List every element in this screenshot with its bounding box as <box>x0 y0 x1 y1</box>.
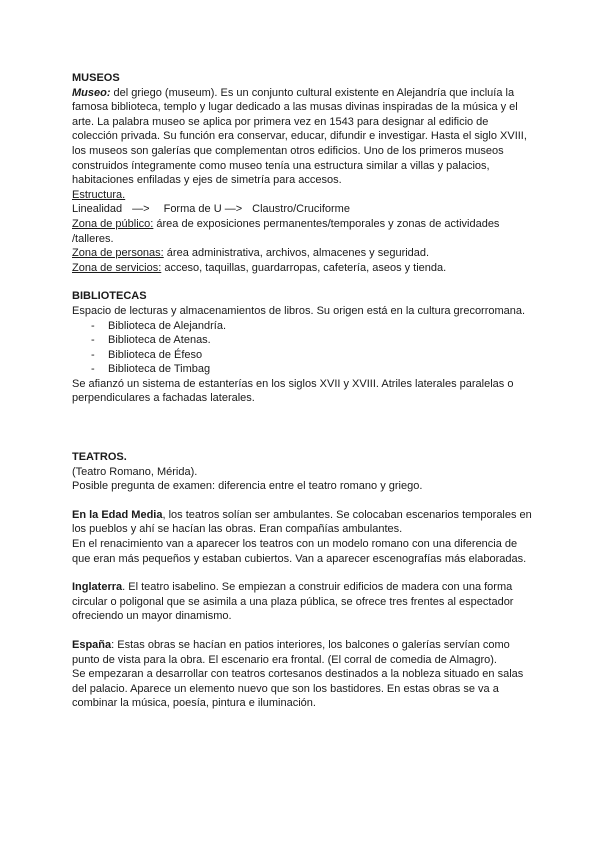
museos-heading: MUSEOS <box>72 72 120 84</box>
estructura-line: Linealidad —> Forma de U —> Claustro/Cruciforme <box>72 203 350 216</box>
document-body <box>72 71 532 711</box>
teatros-heading: TEATROS. <box>72 451 127 464</box>
bibliotecas-intro: Espacio de lecturas y almacenamientos de libros. Su origen está en la cultura grecorromana. <box>72 304 526 317</box>
edad-media-paragraph: En la Edad Media, los teatros solían ser ambulantes. Se colocaban escenarios temporales en los pueblos y ahí se hacían las obras. Eran compañías ambulantes. <box>72 508 532 536</box>
list-item: - Biblioteca de Timbag <box>72 362 532 377</box>
museo-term: Museo: <box>72 86 111 99</box>
renacimiento-paragraph: En el renacimiento van a aparecer los teatros con un modelo romano con una diferencia de que eran más pequeños y estaban cubiertos. Van a aparecer escenografías más elaboradas. <box>72 538 527 565</box>
espana-paragraph-2: Se empezaran a desarrollar con teatros cortesanos destinados a la nobleza situado en salas del palacio. Aparece un elemento nuevo que son los bastidores. En estas obras se va a combinar la música, poesía, pintura e iluminación. <box>72 668 524 710</box>
teatros-sub2: Posible pregunta de examen: diferencia entre el teatro romano y griego. <box>72 480 423 493</box>
zona-publico: Zona de público: área de exposiciones permanentes/temporales y zonas de actividades /talleres. <box>72 217 500 245</box>
bibliotecas-closing: Se afianzó un sistema de estanterías en los siglos XVII y XVIII. Atriles laterales paralelas o perpendiculares a fachadas laterales. <box>72 377 514 405</box>
list-item: - Biblioteca de Atenas. <box>72 333 532 348</box>
list-item: - Biblioteca de Alejandría. <box>72 319 532 334</box>
museo-definition: Museo: del griego (museum). Es un conjunto cultural existente en Alejandría que incluía la famosa biblioteca, templo y lugar dedicado a las musas divinas inspiradas de la música y el arte. La palabra museo se aplica por primera vez en 1543 para designar al edificio de colección privada. Su función era conservar, educar, difundir e investigar. Hasta el siglo XVIII, los museos son galerías que complementan otros edificios. Uno de los primeros museos construidos íntegramente como museo tenía una estructura similar a villas y palacios, habitaciones enfiladas y ejes de simetría para accesos. <box>72 86 527 187</box>
zona-personas: Zona de personas: área administrativa, archivos, almacenes y seguridad. <box>72 247 430 260</box>
espana-paragraph: España: Estas obras se hacían en patios interiores, los balcones o galerías servían como punto de vista para la obra. El escenario era frontal. (El corral de comedia de Almagro). <box>72 639 510 666</box>
teatros-sub1: (Teatro Romano, Mérida). <box>72 465 198 478</box>
zona-servicios: Zona de servicios: acceso, taquillas, guardarropas, cafetería, aseos y tienda. <box>72 261 447 274</box>
bibliotecas-list <box>72 319 532 377</box>
list-item: - Biblioteca de Éfeso <box>72 348 532 363</box>
estructura-label: Estructura. <box>72 188 126 201</box>
bibliotecas-heading: BIBLIOTECAS <box>72 290 147 303</box>
inglaterra-paragraph: Inglaterra. El teatro isabelino. Se empiezan a construir edificios de madera con una forma circular o poligonal que se asimila a una plaza pública, se ofrece tres frentes al espectador ofreciendo un mayor dinamismo. <box>72 581 514 623</box>
